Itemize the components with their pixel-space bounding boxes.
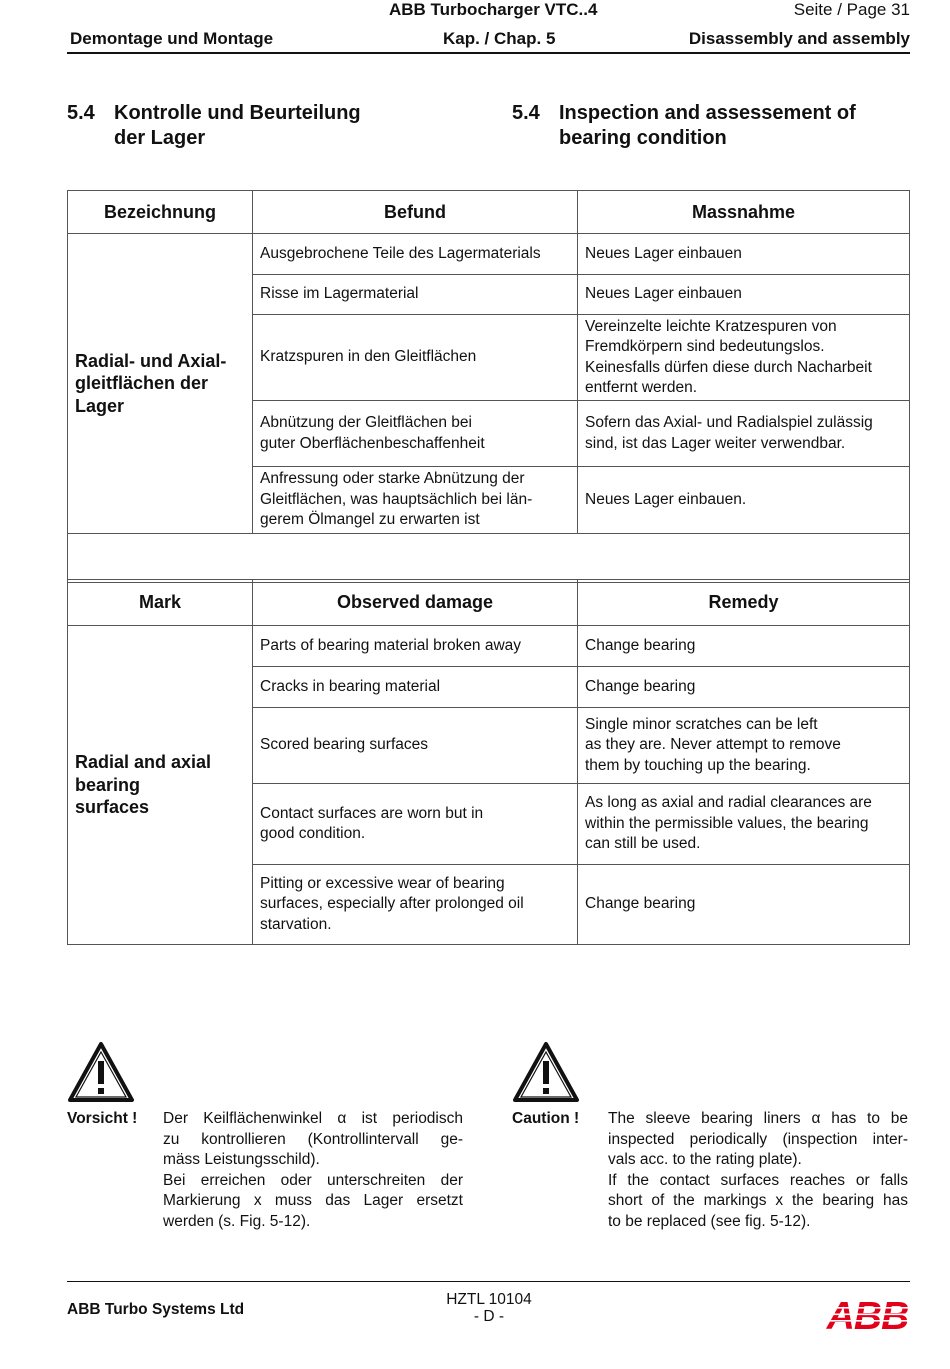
cell-line: entfernt werden. — [585, 379, 698, 396]
spacer-row — [68, 534, 910, 583]
text-line: mäss Leistungsschild). — [163, 1151, 320, 1168]
cell-line: Gleitflächen, was hauptsächlich bei län- — [260, 490, 533, 508]
warning-triangle-icon — [67, 1041, 135, 1103]
text-line: Markierung x muss das Lager ersetzt — [163, 1192, 463, 1209]
section-title-en: Disassembly and assembly — [688, 29, 910, 48]
action-cell — [578, 667, 910, 708]
finding-cell — [253, 667, 578, 708]
cell-line: gerem Ölmangel zu erwarten ist — [260, 511, 480, 529]
cell-line: Neues Lager einbauen — [585, 285, 742, 303]
mark-cell — [68, 234, 253, 534]
cell-line: Keinesfalls dürfen diese durch Nacharbeit — [585, 358, 872, 376]
chapter-label: Kap. / Chap. 5 — [443, 29, 556, 48]
cell-line: Pitting or excessive wear of bearing — [260, 874, 505, 892]
mark-line: Lager — [75, 395, 125, 416]
bearing-table-en — [67, 579, 910, 945]
action-cell — [578, 784, 910, 865]
section-title-de: Demontage und Montage — [70, 29, 274, 48]
cell-line: As long as axial and radial clearances are — [585, 794, 872, 812]
table-row — [68, 234, 910, 275]
column-header: Observed damage — [253, 580, 578, 626]
finding-cell — [253, 784, 578, 865]
warning-text-de — [163, 1109, 463, 1232]
cell-line: Abnützung der Gleitflächen bei — [260, 414, 472, 431]
text-line: zu kontrollieren (Kontrollintervall ge- — [163, 1130, 463, 1148]
finding-cell — [253, 275, 578, 315]
finding-cell — [253, 234, 578, 275]
cell-line: Neues Lager einbauen. — [585, 490, 747, 508]
cell-line: can still be used. — [585, 835, 701, 853]
cell-line: Cracks in bearing material — [260, 677, 441, 695]
text-line: to be replaced (see fig. 5-12). — [608, 1212, 811, 1230]
table-header-row — [68, 580, 910, 626]
warning-text-en — [608, 1109, 908, 1232]
action-cell — [578, 708, 910, 784]
text-line: werden (s. Fig. 5-12). — [163, 1212, 311, 1230]
mark-line: gleitflächen der — [75, 373, 209, 394]
action-cell — [578, 626, 910, 667]
header-rule — [67, 52, 910, 54]
abb-logo — [825, 1298, 910, 1332]
finding-cell — [253, 315, 578, 401]
finding-cell — [253, 865, 578, 945]
heading-number: 5.4 — [512, 102, 540, 124]
heading-number: 5.4 — [67, 102, 95, 124]
cell-line: Parts of bearing material broken away — [260, 636, 522, 654]
text-line: vals acc. to the rating plate). — [608, 1151, 802, 1168]
cell-line: Sofern das Axial- und Radialspiel zulässig — [585, 414, 873, 431]
mark-line: surfaces — [75, 797, 150, 818]
table-row — [68, 626, 910, 667]
warning-paragraph — [163, 1109, 463, 1171]
doc-variant-line: - D - — [473, 1308, 505, 1325]
doc-number-line: HZTL 10104 — [446, 1291, 532, 1308]
heading-de — [67, 101, 361, 151]
cell-line: Change bearing — [585, 895, 696, 913]
warning-paragraph — [608, 1171, 908, 1233]
heading-line: Kontrolle und Beurteilung — [114, 102, 361, 124]
cell-line: Fremdkörpern sind bedeutungslos. — [585, 338, 825, 355]
warning-triangle-icon — [512, 1041, 580, 1103]
cell-line: sind, ist das Lager weiter verwendbar. — [585, 434, 846, 452]
cell-line: Risse im Lagermaterial — [260, 285, 419, 303]
action-cell — [578, 275, 910, 315]
cell-line: good condition. — [260, 825, 366, 842]
warning-label-en: Caution ! — [512, 1110, 580, 1127]
column-header: Befund — [253, 191, 578, 234]
action-cell — [578, 401, 910, 467]
text-line: inspected periodically (inspection inter- — [608, 1130, 908, 1148]
mark-line: bearing — [75, 774, 141, 795]
cell-line: starvation. — [260, 915, 332, 933]
text-line: Bei erreichen oder unterschreiten der — [163, 1171, 463, 1189]
warning-label-de: Vorsicht ! — [67, 1110, 138, 1127]
page-number: Seite / Page 31 — [793, 0, 910, 19]
finding-cell — [253, 467, 578, 534]
cell-line: Ausgebrochene Teile des Lagermaterials — [260, 244, 541, 262]
cell-line: Vereinzelte leichte Kratzespuren von — [585, 317, 837, 335]
action-cell — [578, 467, 910, 534]
heading-line: Inspection and assessement of — [559, 102, 856, 124]
cell-line: Anfressung oder starke Abnützung der — [260, 470, 525, 488]
text-line: Der Keilflächenwinkel α ist periodisch — [163, 1110, 463, 1127]
heading-en — [512, 101, 856, 151]
action-cell — [578, 865, 910, 945]
warning-paragraph — [163, 1171, 463, 1233]
heading-line: der Lager — [114, 127, 206, 149]
cell-line: within the permissible values, the bearing — [585, 814, 869, 832]
company-name: ABB Turbo Systems Ltd — [67, 1301, 245, 1318]
document-number — [389, 1291, 589, 1325]
heading-line: bearing condition — [559, 127, 727, 149]
column-header: Bezeichnung — [68, 191, 253, 234]
cell-line: Change bearing — [585, 677, 696, 695]
cell-line: guter Oberflächenbeschaffenheit — [260, 434, 485, 452]
column-header: Mark — [68, 580, 253, 626]
action-cell — [578, 234, 910, 275]
mark-line: Radial and axial — [75, 752, 212, 773]
column-header: Remedy — [578, 580, 910, 626]
footer-rule — [67, 1281, 910, 1282]
text-line: The sleeve bearing liners α has to be — [608, 1110, 908, 1127]
text-line: short of the markings x the bearing has — [608, 1192, 908, 1209]
finding-cell — [253, 626, 578, 667]
bearing-table-de — [67, 190, 910, 583]
table-header-row — [68, 191, 910, 234]
document-title: ABB Turbocharger VTC..4 — [389, 0, 598, 19]
cell-line: as they are. Never attempt to remove — [585, 736, 841, 754]
cell-line: Kratzspuren in den Gleitflächen — [260, 348, 477, 366]
cell-line: Scored bearing surfaces — [260, 736, 429, 754]
finding-cell — [253, 708, 578, 784]
cell-line: surfaces, especially after prolonged oil — [260, 895, 524, 913]
cell-line: them by touching up the bearing. — [585, 756, 811, 774]
mark-line: Radial- und Axial- — [75, 350, 227, 371]
cell-line: Single minor scratches can be left — [585, 715, 818, 733]
cell-line: Change bearing — [585, 636, 696, 654]
cell-line: Contact surfaces are worn but in — [260, 804, 484, 822]
text-line: If the contact surfaces reaches or falls — [608, 1171, 908, 1189]
spacer-cell — [68, 534, 910, 583]
cell-line: Neues Lager einbauen — [585, 244, 742, 262]
warning-paragraph — [608, 1109, 908, 1171]
column-header: Massnahme — [578, 191, 910, 234]
mark-cell — [68, 626, 253, 945]
finding-cell — [253, 401, 578, 467]
action-cell — [578, 315, 910, 401]
